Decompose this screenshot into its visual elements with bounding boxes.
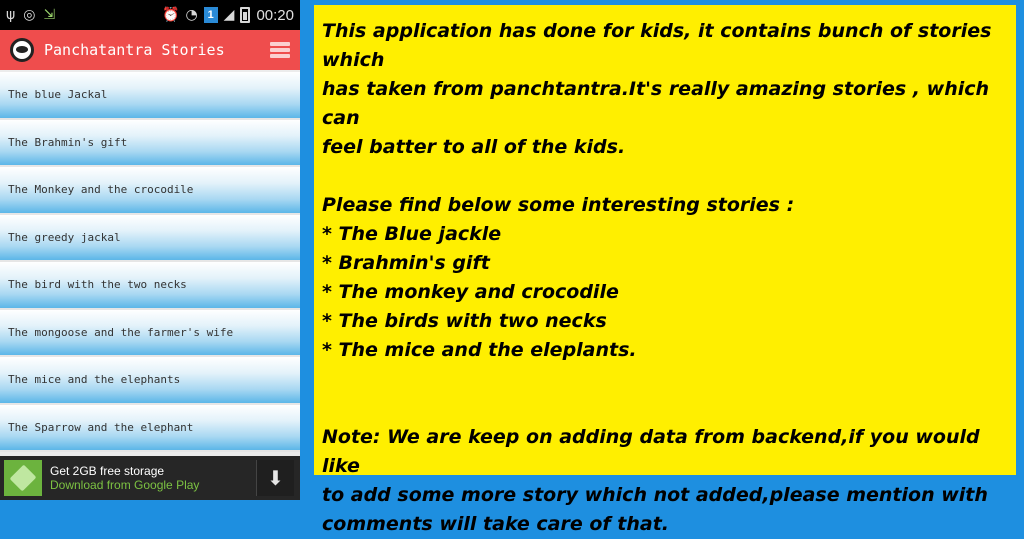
ad-subtitle: Download from Google Play (50, 478, 200, 492)
note-line: comments will take care of that. (322, 513, 670, 535)
battery-icon (240, 7, 250, 23)
whatsapp-icon: ◎ (23, 7, 36, 23)
wifi-icon: ◔ (185, 7, 198, 23)
google-play-icon (4, 460, 42, 496)
list-item[interactable]: The mongoose and the farmer's wife (0, 310, 300, 358)
list-item[interactable]: The Monkey and the crocodile (0, 167, 300, 215)
app-logo-icon[interactable] (10, 38, 34, 62)
list-item[interactable]: The Sparrow and the elephant (0, 405, 300, 453)
story-bullet: * The Blue jackle (322, 223, 502, 245)
story-bullet: * The birds with two necks (322, 310, 607, 332)
menu-icon[interactable] (270, 42, 290, 58)
intro-line: feel batter to all of the kids. (322, 136, 626, 158)
alarm-icon: ⏰ (162, 7, 180, 23)
signal-icon: ◢ (223, 7, 235, 23)
app-bar (0, 30, 300, 70)
download-arrow-icon[interactable]: ⬇ (256, 460, 294, 496)
app-title: Panchatantra Stories (44, 41, 225, 59)
story-bullet: * The mice and the eleplants. (322, 339, 637, 361)
note-line: to add some more story which not added,please mention with (322, 484, 988, 506)
sim-icon: 1 (204, 7, 218, 23)
list-item[interactable]: The blue Jackal (0, 72, 300, 120)
status-bar (0, 0, 300, 30)
download-icon: ⇲ (43, 7, 56, 23)
list-item[interactable]: The greedy jackal (0, 215, 300, 263)
usb-icon: ψ (6, 7, 16, 23)
note-line: Note: We are keep on adding data from backend,if you would like (322, 426, 980, 477)
intro-line: This application has done for kids, it contains bunch of stories which (322, 20, 992, 71)
story-bullet: * Brahmin's gift (322, 252, 490, 274)
description-panel (314, 5, 1016, 535)
list-heading: Please find below some interesting stories : (322, 194, 795, 216)
list-item[interactable]: The Brahmin's gift (0, 120, 300, 168)
ad-banner[interactable] (0, 456, 300, 500)
story-bullet: * The monkey and crocodile (322, 281, 619, 303)
story-list (0, 72, 300, 452)
status-time: 00:20 (256, 6, 294, 24)
ad-title: Get 2GB free storage (50, 464, 165, 478)
intro-line: has taken from panchtantra.It's really amazing stories , which can (322, 78, 990, 129)
phone-screen (0, 0, 300, 500)
list-item[interactable]: The bird with the two necks (0, 262, 300, 310)
list-item[interactable]: The mice and the elephants (0, 357, 300, 405)
